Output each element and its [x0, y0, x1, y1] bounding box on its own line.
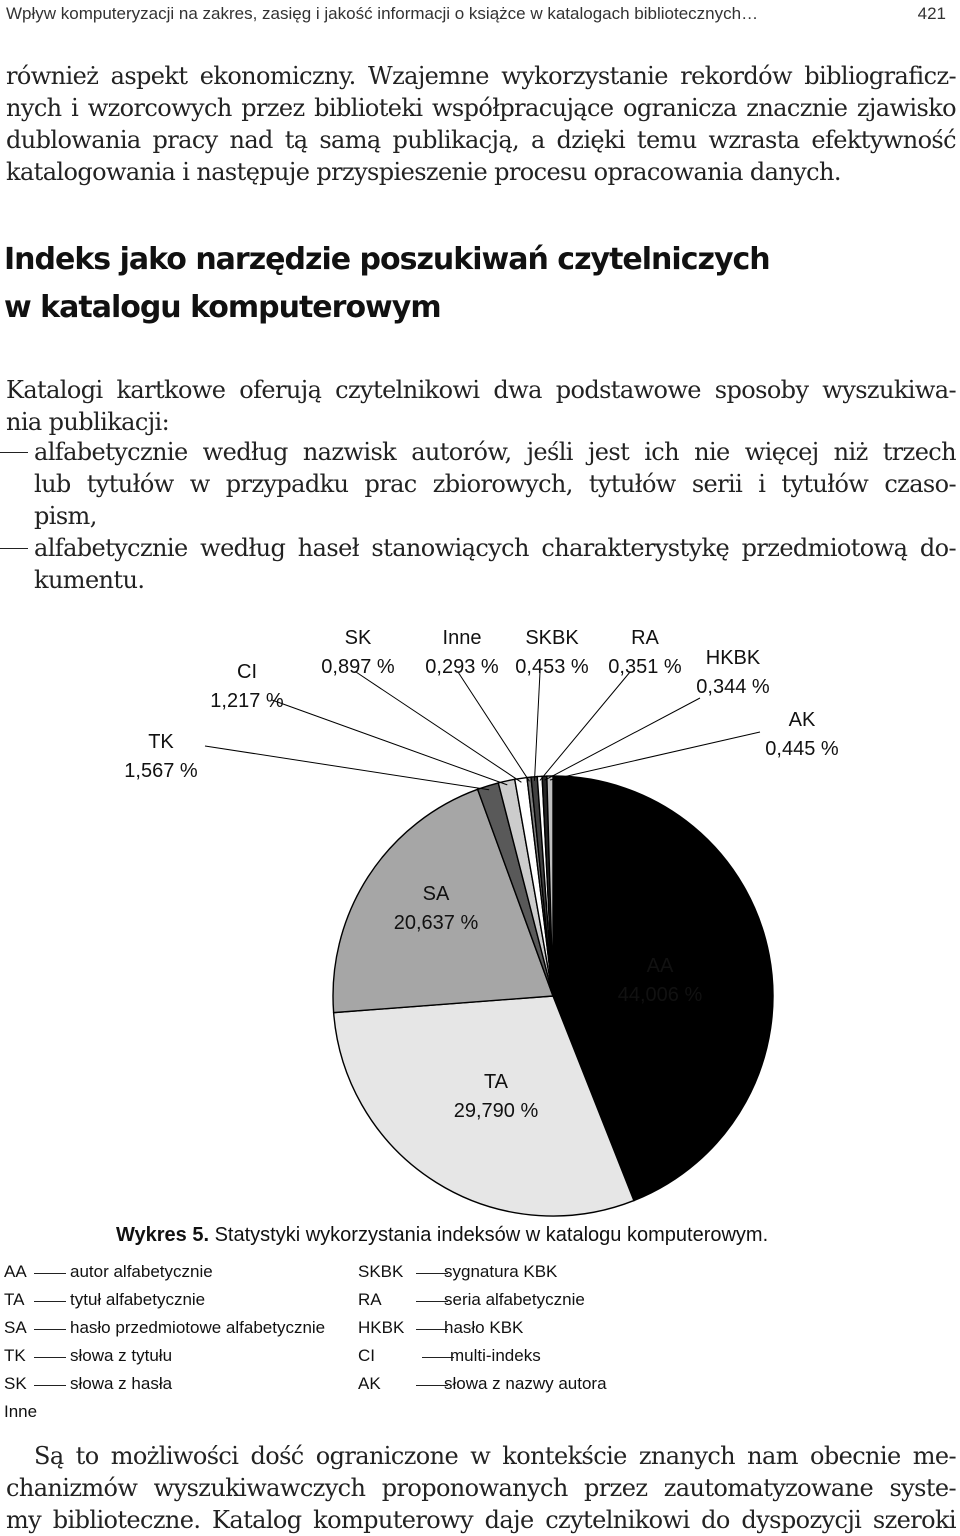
intro-paragraph — [6, 60, 956, 188]
legend-desc: multi-indeks — [450, 1346, 541, 1365]
legend-desc: słowa z hasła — [70, 1374, 173, 1393]
slice-value-skbk: 0,453 % — [515, 656, 589, 678]
caption-text: Statystyki wykorzystania indeksów w katalogu komputerowym. — [209, 1224, 769, 1246]
legend-abbr: TA — [4, 1290, 25, 1309]
slice-value-ak: 0,445 % — [765, 738, 839, 760]
leader-line-tk — [205, 746, 489, 790]
leader-line-ra — [540, 672, 630, 780]
text-line: Są to możliwości dość ograniczone w kontekście znanych nam obecnie me- — [34, 1442, 956, 1470]
page-number: 421 — [917, 4, 946, 23]
legend-abbr: SA — [4, 1318, 27, 1337]
list-item — [34, 532, 956, 596]
slice-label-ci: CI — [237, 661, 257, 683]
legend-abbr: AA — [4, 1262, 27, 1281]
heading-line: Indeks jako narzędzie poszukiwań czytelniczych — [4, 242, 770, 277]
slice-label-sk: SK — [344, 627, 372, 649]
leader-line-skbk — [535, 672, 541, 781]
slice-label-hkbk: HKBK — [705, 647, 761, 669]
text-line: alfabetycznie według nazwisk autorów, jeśli jest ich nie więcej niż trzech — [34, 438, 956, 466]
section-heading — [4, 236, 954, 332]
text-line: my biblioteczne. Katalog komputerowy daje czytelnikowi do dyspozycji szeroki — [6, 1506, 956, 1534]
running-head — [6, 4, 954, 28]
slice-value-sk: 0,897 % — [321, 656, 395, 678]
body-paragraph — [6, 374, 956, 438]
legend-abbr: TK — [4, 1346, 26, 1365]
legend-desc: tytuł alfabetycznie — [70, 1290, 206, 1309]
slice-value-hkbk: 0,344 % — [696, 676, 770, 698]
text-line: nia publikacji: — [6, 408, 170, 436]
list-dash — [0, 452, 28, 453]
leader-line-ci — [272, 700, 507, 785]
legend-dash — [34, 1329, 66, 1330]
leader-line-inne — [458, 672, 529, 781]
text-line: alfabetycznie według haseł stanowiących charakterystykę przedmiotową do- — [34, 534, 956, 562]
closing-paragraph — [6, 1440, 956, 1536]
slice-label-ak: AK — [788, 709, 816, 731]
text-line: pism, — [34, 502, 97, 530]
legend-abbr: HKBK — [358, 1318, 405, 1337]
list-dash — [0, 548, 28, 549]
legend-desc: autor alfabetycznie — [70, 1262, 213, 1281]
running-head-title: Wpływ komputeryzacji na zakres, zasięg i jakość informacji o książce w katalogach bibliotecznych… — [6, 4, 759, 23]
legend-right — [358, 1262, 658, 1412]
slice-label-inne: Inne — [442, 627, 482, 649]
legend-desc: sygnatura KBK — [444, 1262, 558, 1281]
legend-abbr: AK — [358, 1374, 381, 1393]
text-line: chanizmów wyszukiwawczych proponowanych przez zautomatyzowane syste- — [6, 1474, 956, 1502]
leader-line-hkbk — [545, 698, 700, 780]
slice-label-skbk: SKBK — [525, 627, 579, 649]
text-line: dublowania pracy nad tą samą publikacją, a dzięki temu wzrasta efektywność — [6, 126, 956, 154]
leader-line-sk — [356, 672, 521, 782]
legend-dash — [34, 1385, 66, 1386]
slice-value-ta: 29,790 % — [453, 1100, 539, 1122]
list-item — [34, 436, 956, 532]
text-line: kumentu. — [34, 566, 145, 594]
slice-value-ra: 0,351 % — [608, 656, 682, 678]
slice-label-tk: TK — [148, 731, 174, 753]
text-line: Katalogi kartkowe oferują czytelnikowi dwa podstawowe sposoby wyszukiwa- — [6, 376, 956, 404]
legend-dash — [34, 1357, 66, 1358]
legend-abbr: Inne — [4, 1402, 38, 1421]
pie-chart — [0, 600, 960, 1220]
text-line: katalogowania i następuje przyspieszenie procesu opracowania danych. — [6, 158, 841, 186]
slice-label-ra: RA — [631, 627, 659, 649]
legend-desc: hasło przedmiotowe alfabetycznie — [70, 1318, 326, 1337]
slice-label-aa: AA — [646, 955, 674, 977]
text-line: lub tytułów w przypadku prac zbiorowych, tytułów serii i tytułów czaso- — [34, 470, 956, 498]
legend-dash — [34, 1301, 66, 1302]
legend-desc: słowa z tytułu — [70, 1346, 173, 1365]
slice-value-sa: 20,637 % — [393, 912, 479, 934]
legend-desc: hasło KBK — [444, 1318, 524, 1337]
slice-value-tk: 1,567 % — [124, 760, 198, 782]
legend-desc: seria alfabetycznie — [444, 1290, 585, 1309]
slice-value-ci: 1,217 % — [210, 690, 284, 712]
slice-label-sa: SA — [422, 883, 450, 905]
slice-label-ta: TA — [483, 1071, 509, 1093]
legend-left — [4, 1262, 344, 1432]
legend-abbr: RA — [358, 1290, 382, 1309]
leader-line-ak — [550, 732, 760, 780]
caption-label: Wykres 5. — [116, 1224, 210, 1246]
legend-desc: słowa z nazwy autora — [444, 1374, 607, 1393]
legend-abbr: SKBK — [358, 1262, 404, 1281]
text-line: również aspekt ekonomiczny. Wzajemne wykorzystanie rekordów bibliograficz- — [6, 62, 956, 90]
legend-abbr: SK — [4, 1374, 27, 1393]
slice-value-aa: 44,006 % — [617, 984, 703, 1006]
text-line: nych i wzorcowych przez biblioteki współpracujące ogranicza znacznie zjawisko — [6, 94, 956, 122]
legend-abbr: CI — [358, 1346, 375, 1365]
figure-caption — [116, 1224, 768, 1247]
slice-value-inne: 0,293 % — [425, 656, 499, 678]
legend-dash — [34, 1273, 66, 1274]
heading-line: w katalogu komputerowym — [4, 290, 441, 325]
